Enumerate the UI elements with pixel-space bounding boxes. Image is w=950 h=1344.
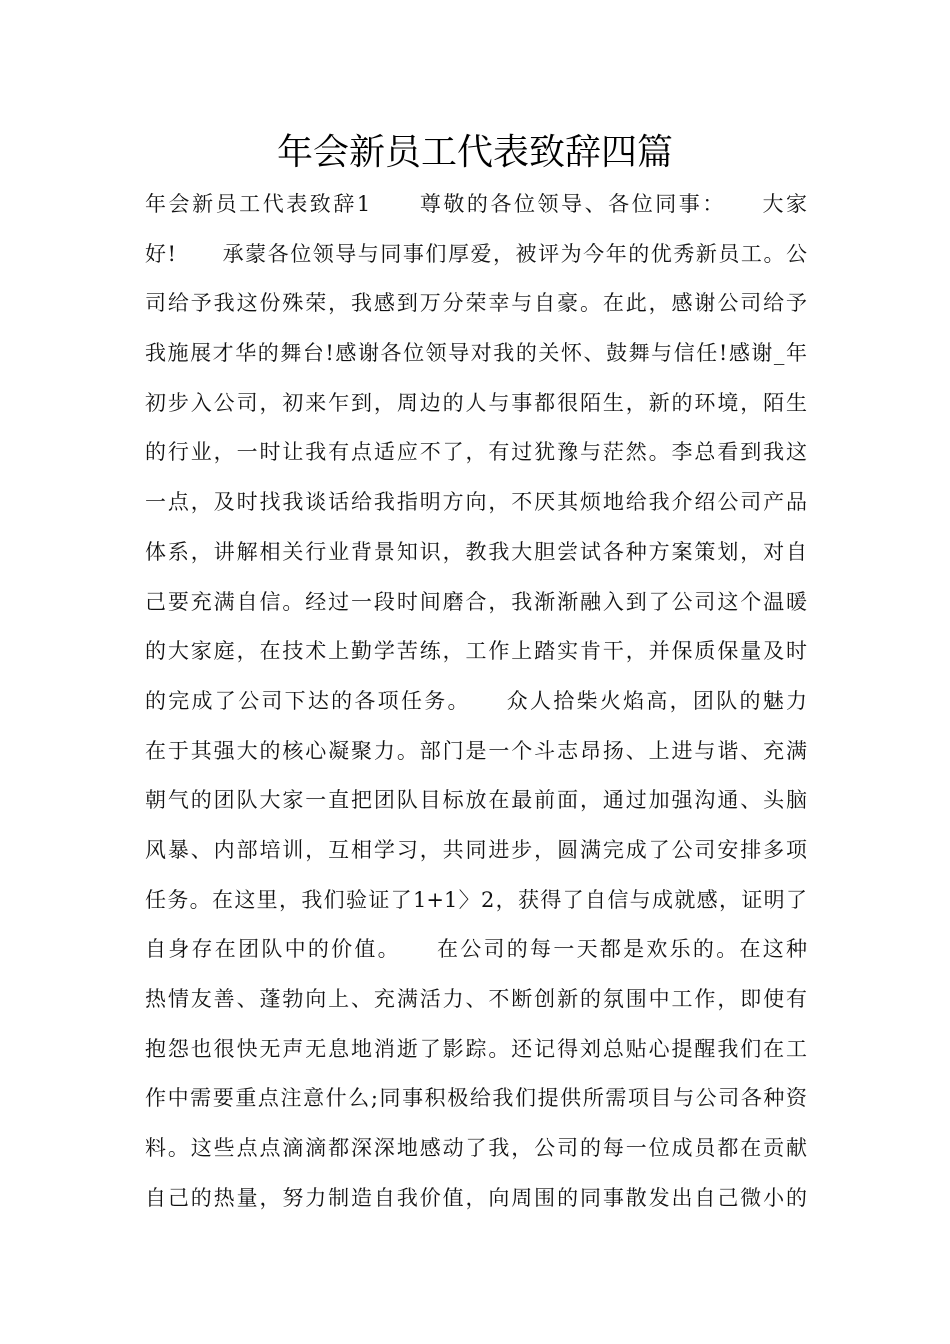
document-title: 年会新员工代表致辞四篇 (276, 132, 673, 173)
body-line: 己要充满自信。经过一段时间磨合，我渐渐融入到了公司这个温暖 (145, 589, 807, 614)
body-line: 的行业，一时让我有点适应不了，有过犹豫与茫然。李总看到我这 (145, 440, 807, 465)
body-line: 好! 承蒙各位领导与同事们厚爱，被评为今年的优秀新员工。公 (145, 241, 807, 266)
body-line: 的完成了公司下达的各项任务。 众人拾柴火焰高，团队的魅力 (145, 688, 807, 713)
body-line: 风暴、内部培训，互相学习，共同进步，圆满完成了公司安排多项 (145, 837, 807, 862)
body-line: 料。这些点点滴滴都深深地感动了我，公司的每一位成员都在贡献 (145, 1136, 807, 1161)
body-line: 体系，讲解相关行业背景知识，教我大胆尝试各种方案策划，对自 (145, 539, 807, 564)
body-line: 一点，及时找我谈话给我指明方向，不厌其烦地给我介绍公司产品 (145, 490, 807, 515)
body-line: 初步入公司，初来乍到，周边的人与事都很陌生，新的环境，陌生 (145, 390, 807, 415)
body-line: 我施展才华的舞台!感谢各位领导对我的关怀、鼓舞与信任!感谢_年 (145, 341, 807, 366)
body-line: 自身存在团队中的价值。 在公司的每一天都是欢乐的。在这种 (145, 937, 807, 962)
body-line: 作中需要重点注意什么;同事积极给我们提供所需项目与公司各种资 (145, 1086, 807, 1111)
body-line: 朝气的团队大家一直把团队目标放在最前面，通过加强沟通、头脑 (145, 788, 807, 813)
body-line: 年会新员工代表致辞1 尊敬的各位领导、各位同事： 大家 (145, 192, 807, 216)
body-line: 任务。在这里，我们验证了1+1〉2，获得了自信与成就感，证明了 (145, 887, 807, 912)
body-line: 抱怨也很快无声无息地消逝了影踪。还记得刘总贴心提醒我们在工 (145, 1036, 807, 1061)
body-line: 自己的热量，努力制造自我价值，向周围的同事散发出自己微小的 (145, 1185, 807, 1210)
body-line: 在于其强大的核心凝聚力。部门是一个斗志昂扬、上进与谐、充满 (145, 738, 807, 763)
document-body (145, 180, 807, 1223)
body-line: 司给予我这份殊荣，我感到万分荣幸与自豪。在此，感谢公司给予 (145, 291, 807, 316)
body-line: 的大家庭，在技术上勤学苦练，工作上踏实肯干，并保质保量及时 (145, 639, 807, 664)
body-line: 热情友善、蓬勃向上、充满活力、不断创新的氛围中工作，即使有 (145, 987, 807, 1011)
